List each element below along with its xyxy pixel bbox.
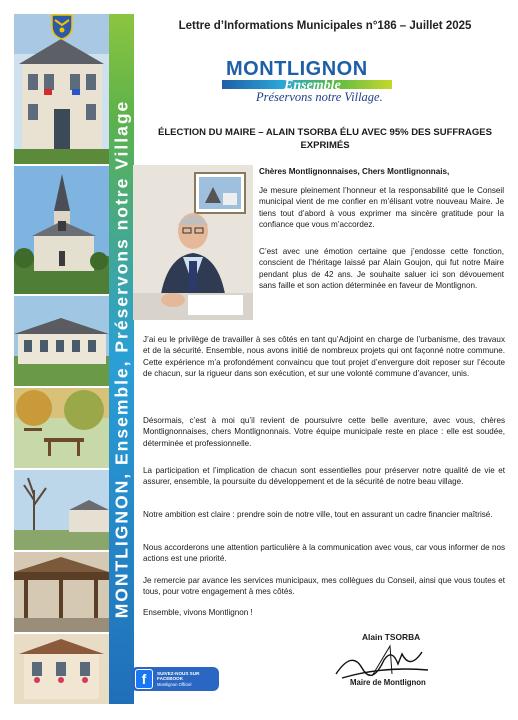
paragraph-3: J’ai eu le privilège de travailler à ses côtés en tant qu’Adjoint en charge de l’urbanisme, des travaux et de la sécurité. Ensemble, nous avons initié de nombreux projets qui ont façonné notre commune. Cette expérience m’a profondément convaincu que tout projet d’envergure doit reposer sur l’écoute de chacun, sur la rigueur dans son exécution, et sur une volonté commune d’avancer, unis.	[143, 335, 505, 379]
signatory-name: Alain TSORBA	[362, 632, 421, 642]
church-photo	[14, 166, 109, 294]
facebook-badge[interactable]	[131, 667, 219, 691]
vertical-slogan-band	[109, 14, 134, 704]
facebook-follow-label: SUIVEZ-NOUS SUR FACEBOOK	[157, 670, 200, 682]
market-photo	[14, 552, 109, 632]
vertical-slogan: MONTLIGNON, Ensemble, Préservons notre Village	[111, 99, 131, 619]
handwritten-signature	[332, 640, 432, 682]
montlignon-logo	[222, 58, 397, 108]
signatory-title: Maire de Montlignon	[350, 678, 426, 687]
paragraph-1: Je mesure pleinement l’honneur et la responsabilité que le Conseil municipal vient de me confier en m’élisant votre nouveau Maire. Je tiens tout d’abord à vous exprimer ma sincère gratitude pour la confiance que vous m’accordez.	[259, 186, 504, 230]
article-headline: ÉLECTION DU MAIRE – ALAIN TSORBA ÉLU AVEC 95% DES SUFFRAGES EXPRIMÉS	[158, 127, 492, 151]
town-hall-photo	[14, 14, 109, 164]
logo-name: MONTLIGNON	[226, 58, 368, 80]
paragraph-8: Je remercie par avance les services municipaux, mes collègues du Conseil, ainsi que vous toutes et tous, pour votre engagement à mes côtés.	[143, 576, 505, 597]
mayor-photo	[133, 165, 253, 320]
school-photo	[14, 296, 109, 386]
greeting: Chères Montlignonnaises, Chers Montlignonnais,	[259, 167, 450, 176]
trees-photo	[14, 470, 109, 550]
facebook-icon: f	[135, 669, 153, 689]
logo-ensemble: Ensemble	[284, 78, 341, 93]
paragraph-5: La participation et l’implication de chacun sont essentielles pour préserver notre qualité de vie et assurer, ensemble, la poursuite du développement et de la sécurité de notre beau village.	[143, 466, 505, 487]
facebook-page-name: Montlignon Officiel	[157, 681, 192, 687]
paragraph-2: C’est avec une émotion certaine que j’endosse cette fonction, conscient de l’héritage laissé par Alain Goujon, qui fut notre Maire pendant plus de 42 ans. Je souhaite saluer ici son dévouement sans faille et son action déterminée en faveur de Montlignon.	[259, 247, 504, 291]
house-photo	[14, 634, 109, 704]
paragraph-4: Désormais, c’est à moi qu’il revient de poursuivre cette belle aventure, avec vous, chères Montlignonnaises, chers Montlignonnais. Votre équipe municipale reste en place : elle est soudée, déterminée et professionnelle.	[143, 416, 505, 448]
park-photo	[14, 388, 109, 468]
closing-line: Ensemble, vivons Montlignon !	[143, 608, 253, 617]
coat-of-arms-icon	[51, 14, 73, 40]
paragraph-7: Nous accorderons une attention particulière à la communication avec vous, car vous informer de nos actions est une priorité.	[143, 543, 505, 564]
paragraph-6: Notre ambition est claire : prendre soin de notre ville, tout en assurant un cadre financier maîtrisé.	[143, 510, 493, 519]
newsletter-title: Lettre d’Informations Municipales n°186 – Juillet 2025	[178, 20, 472, 32]
logo-tagline: Préservons notre Village.	[256, 90, 383, 104]
left-photo-strip	[14, 14, 134, 704]
